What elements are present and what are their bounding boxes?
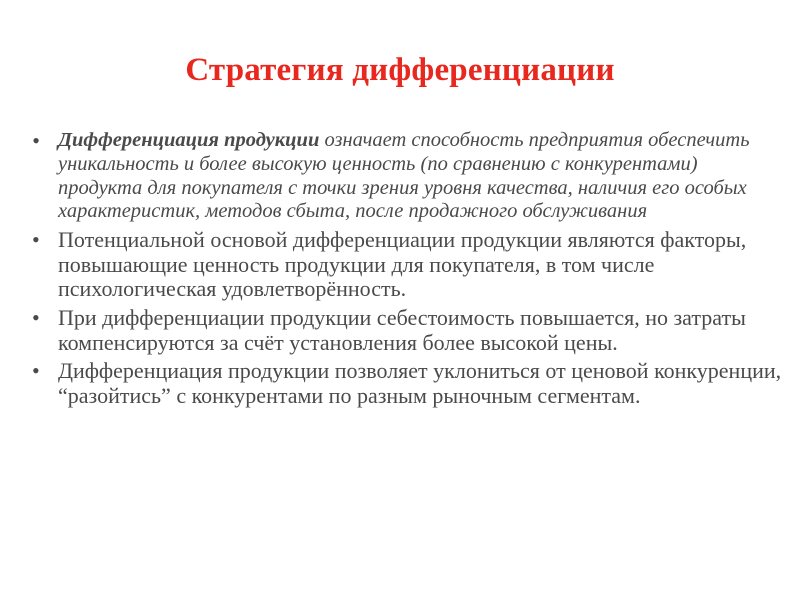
bullet-dot-icon: •: [32, 227, 40, 253]
bullet-item-definition: [30, 129, 782, 224]
bullet-item-competition: [30, 359, 782, 408]
bullet-text: означает способность предприятия обеспечить уникальность и более высокую ценность (по сравнению с конкурентами) продукта для покупателя с точки зрения уровня качества, наличия его особых характеристик, методов сбыта, после продажного обслуживания: [58, 129, 750, 223]
slide-title: Стратегия дифференциации: [185, 52, 615, 88]
bullet-list: [30, 129, 782, 412]
bullet-term: Дифференциация продукции: [58, 129, 320, 151]
bullet-dot-icon: •: [32, 304, 40, 330]
bullet-dot-icon: •: [32, 128, 40, 153]
bullet-text: При дифференциации продукции себестоимость повышается, но затраты компенсируются за счёт установления более высокой цены.: [58, 304, 746, 355]
bullet-dot-icon: •: [32, 358, 40, 384]
bullet-item-basis: [30, 228, 782, 302]
bullet-text: Потенциальной основой дифференциации продукции являются факторы, повышающие ценность продукции для покупателя, в том числе психологическая удовлетворённость.: [58, 227, 747, 302]
bullet-item-cost: [30, 306, 782, 355]
bullet-text: Дифференциация продукции позволяет уклониться от ценовой конкуренции, “разойтись” с конкурентами по разным рыночным сегментам.: [58, 358, 782, 408]
